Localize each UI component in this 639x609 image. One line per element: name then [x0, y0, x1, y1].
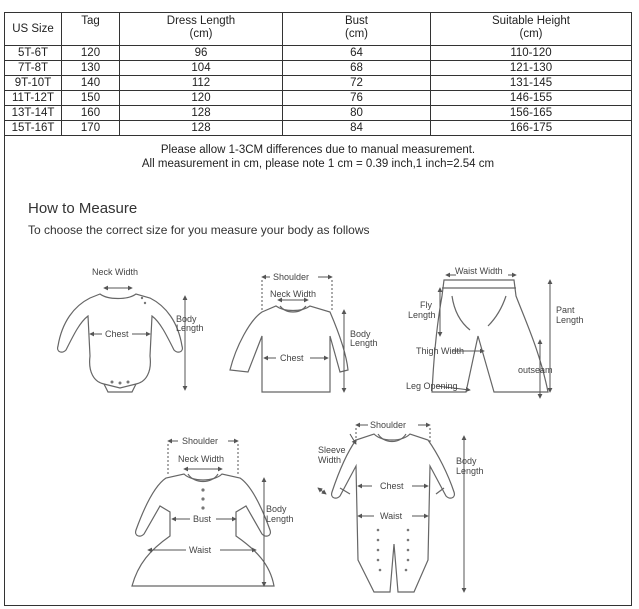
how-to-measure-title: How to Measure	[28, 200, 138, 217]
header-dress-length: Dress Length (cm)	[120, 13, 283, 46]
cell-size: 5T-6T	[5, 46, 62, 61]
cell-height: 146-155	[431, 91, 632, 106]
cell-height: 166-175	[431, 121, 632, 136]
cell-bust: 68	[283, 61, 431, 76]
cell-size: 15T-16T	[5, 121, 62, 136]
label-neck-width-4: Neck Width	[178, 454, 225, 464]
label-chest-1: Chest	[105, 329, 129, 339]
cell-dress: 96	[120, 46, 283, 61]
cell-tag: 160	[62, 106, 120, 121]
note-conversion: All measurement in cm, please note 1 cm = 0.39 inch,1 inch=2.54 cm	[141, 158, 495, 170]
label-pant-length-b: Length	[556, 315, 584, 325]
label-shoulder-2: Shoulder	[273, 272, 310, 282]
label-body-length-4b: Length	[266, 514, 294, 524]
pants-diagram	[432, 280, 548, 392]
cell-bust: 84	[283, 121, 431, 136]
cell-height: 121-130	[431, 61, 632, 76]
label-waist-width: Waist Width	[455, 266, 503, 276]
header-tag: Tag	[62, 13, 120, 46]
cell-tag: 130	[62, 61, 120, 76]
label-chest-2: Chest	[280, 353, 304, 363]
cell-tag: 150	[62, 91, 120, 106]
label-shoulder-5: Shoulder	[370, 420, 407, 430]
cell-size: 13T-14T	[5, 106, 62, 121]
label-waist-4: Waist	[189, 545, 212, 555]
cell-dress: 128	[120, 106, 283, 121]
label-sleeve-width-b: Width	[318, 455, 342, 465]
label-body-length-1b: Length	[176, 323, 204, 333]
label-shoulder-4: Shoulder	[182, 436, 219, 446]
cell-tag: 120	[62, 46, 120, 61]
cell-tag: 170	[62, 121, 120, 136]
cell-size: 11T-12T	[5, 91, 62, 106]
label-body-length-2a: Body	[350, 329, 371, 339]
label-fly-length-a: Fly	[420, 300, 432, 310]
cell-height: 156-165	[431, 106, 632, 121]
label-neck-width-2: Neck Width	[270, 289, 317, 299]
label-waist-5: Waist	[380, 511, 403, 521]
cell-dress: 128	[120, 121, 283, 136]
cell-size: 9T-10T	[5, 76, 62, 91]
cell-dress: 120	[120, 91, 283, 106]
label-body-length-4a: Body	[266, 504, 287, 514]
cell-bust: 76	[283, 91, 431, 106]
cell-height: 110-120	[431, 46, 632, 61]
label-body-length-5b: Length	[456, 466, 484, 476]
how-to-measure-subtitle: To choose the correct size for you measure your body as follows	[28, 223, 370, 237]
label-body-length-2b: Length	[350, 338, 378, 348]
label-leg-opening: Leg Opening	[406, 381, 458, 391]
cell-tag: 140	[62, 76, 120, 91]
cell-height: 131-145	[431, 76, 632, 91]
cell-bust: 72	[283, 76, 431, 91]
header-bust: Bust (cm)	[283, 13, 431, 46]
label-chest-5: Chest	[380, 481, 404, 491]
label-pant-length-a: Pant	[556, 305, 575, 315]
label-sleeve-width-a: Sleeve	[318, 445, 346, 455]
label-thigh-width: Thigh Width	[416, 346, 465, 356]
label-body-length-5a: Body	[456, 456, 477, 466]
label-fly-length-b: Length	[408, 310, 436, 320]
bodysuit-diagram	[58, 294, 183, 392]
cell-dress: 112	[120, 76, 283, 91]
label-body-length-1a: Body	[176, 314, 197, 324]
label-outseam: outseam	[518, 365, 553, 375]
shirt-diagram	[230, 306, 348, 392]
note-allowance: Please allow 1-3CM differences due to manual measurement.	[160, 144, 476, 156]
header-us-size: US Size	[5, 13, 62, 46]
cell-size: 7T-8T	[5, 61, 62, 76]
header-suitable-height: Suitable Height (cm)	[431, 13, 632, 46]
cell-dress: 104	[120, 61, 283, 76]
cell-bust: 80	[283, 106, 431, 121]
label-neck-width: Neck Width	[92, 267, 139, 277]
label-bust: Bust	[193, 514, 212, 524]
cell-bust: 64	[283, 46, 431, 61]
